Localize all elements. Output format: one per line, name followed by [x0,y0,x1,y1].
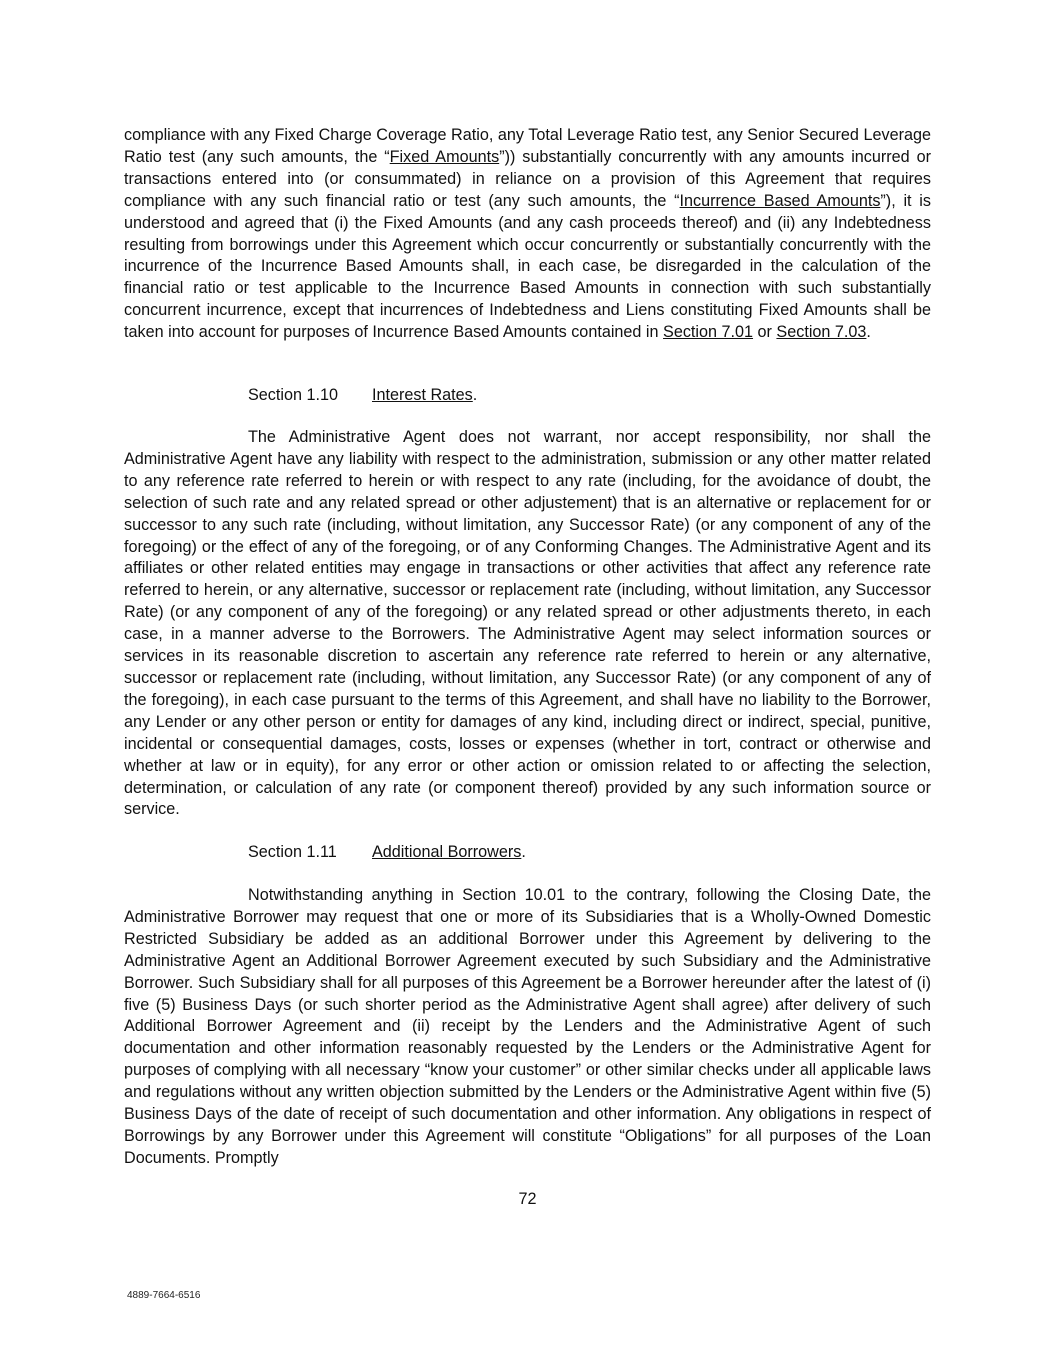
section-title-period: . [521,843,526,861]
section-title-period: . [472,386,478,404]
section-title: Additional Borrowers [372,843,522,861]
paragraph-additional-borrowers: Notwithstanding anything in Section 10.01 to the contrary, following the Closing Date, the Administrative Borrower may request that one or more of its Subsidiaries that is a Wholly-Owned Domestic Restricted Subsidiary be added as an additional Borrower under this Agreement by delivering to the Administrative Agent an Additional Borrower Agreement executed by such Subsidiary and the Administrative Borrower. Such Subsidiary shall for all purposes of this Agreement be a Borrower hereunder after the latest of (i) five (5) Business Days (or such shorter period as the Administrative Agent shall agree) after delivery of such Additional Borrower Agreement and (ii) receipt by the Lenders and the Administrative Agent of such documentation and other information reasonably requested by the Lenders or the Administrative Agent for purposes of complying with all necessary “know your customer” or other similar checks under all applicable laws and regulations without any written objection submitted by the Lenders or the Administrative Agent within five (5) Business Days of the date of receipt of such documentation and other information. Any obligations in respect of Borrowings by any Borrower under this Agreement will constitute “Obligations” for all purposes of the Loan Documents. Promptly [124,886,931,1167]
document-id: 4889-7664-6516 [127,1290,201,1301]
section-heading-1-11 [248,842,526,864]
paragraph-fixed-amounts [124,125,931,344]
paragraph-interest-rates: The Administrative Agent does not warrant, nor accept responsibility, nor shall the Administrative Agent have any liability with respect to the administration, submission or any other matter related to any reference rate referred to herein or with respect to any rate (including, for the avoidance of doubt, the selection of such rate and any related spread or other adjustement) that is an alternative or replacement for or successor to any such rate (including, without limitation, any Successor Rate) (or any component of any of the foregoing) or the effect of any of the foregoing, or of any Conforming Changes. The Administrative Agent and its affiliates or other related entities may engage in transactions or other activities that affect any reference rate referred to herein, or any alternative, successor or replacement rate (including, without limitation, any Successor Rate) (or any component of any of the foregoing) or any related spread or other adjustments thereto, in each case, in a manner adverse to the Borrowers. The Administrative Agent may select information sources or services in its reasonable discretion to ascertain any reference rate referred to herein or any alternative, successor or replacement rate (including, without limitation, any Successor Rate) (or any component of any of the foregoing), in each case pursuant to the terms of this Agreement, and shall have no liability to the Borrower, any Lender or any other person or entity for damages of any kind, including direct or indirect, special, punitive, incidental or consequential damages, costs, losses or expenses (whether in tort, contract or otherwise and whether at law or in equity), for any error or other action or omission related to or affecting the selection, determination, or calculation of any rate (or component thereof) provided by any such information source or service. [124,428,931,819]
section-number: Section 1.10 [248,386,338,404]
para1-text-3: ”), it is understood and agreed that (i) the Fixed Amounts (and any cash proceeds thereof) and (ii) any Indebtedness resulting from borrowings under this Agreement which occur concurrently or substantially concurrently with the incurrence of the Incurrence Based Amounts shall, in each case, be disregarded in the calculation of the financial ratio or test applicable to the Incurrence Based Amounts in connection with such substantially concurrent incurrence, except that incurrences of Indebtedness and Liens constituting Fixed Amounts shall be taken into account for purposes of Incurrence Based Amounts contained in [124,191,931,342]
defined-term-incurrence-based-amounts: Incurrence Based Amounts [679,191,881,210]
para1-text-4: or [753,323,777,342]
para1-text-2: ”)) substantially concurrently with any amounts incurred or transactions entered into (or consummated) in reliance on a provision of this Agreement that requires compliance with any such financial ratio or test (any such amounts, the “ [124,147,932,210]
section-ref-7-01: Section 7.01 [663,323,754,342]
para1-text-1: compliance with any Fixed Charge Coverage Ratio, any Total Leverage Ratio test, any Senior Secured Leverage Ratio test (any such amounts, the “ [124,126,931,166]
section-ref-7-03: Section 7.03 [776,323,867,342]
section-title: Interest Rates [372,386,473,404]
section-number: Section 1.11 [248,843,337,861]
para1-text-5: . [866,323,871,342]
page-number: 72 [518,1190,537,1208]
section-heading-1-10 [248,385,477,407]
defined-term-fixed-amounts: Fixed Amounts [389,147,500,166]
